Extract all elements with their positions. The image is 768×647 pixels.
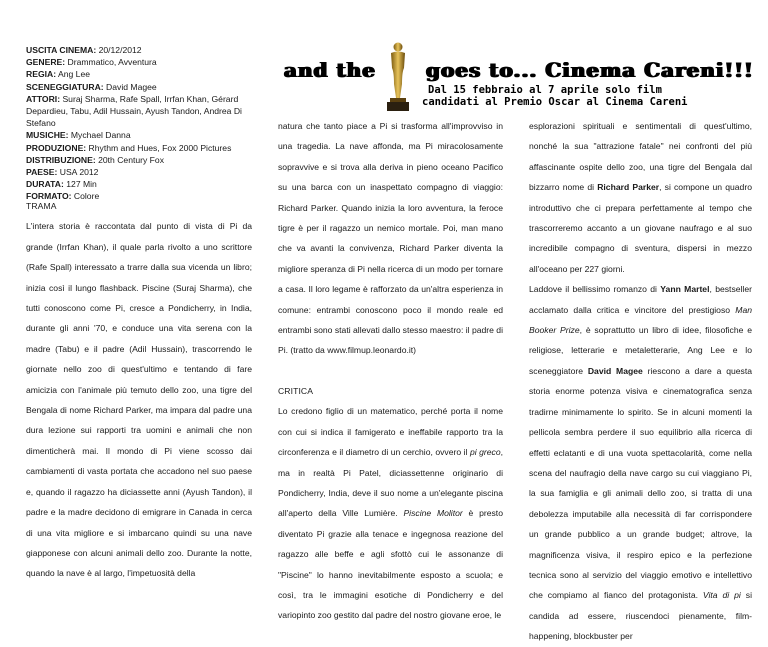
credit-director: REGIA: Ang Lee [26,69,91,80]
credit-format: FORMATO: Colore [26,191,100,202]
oscar-statuette-icon [378,40,418,112]
banner-subtitle-2: candidati al Premio Oscar al Cinema Careni [422,96,688,108]
credit-genre: GENERE: Drammatico, Avventura [26,57,157,68]
trama-column [26,196,252,584]
banner-subtitle-1: Dal 15 febbraio al 7 aprile solo film [428,84,662,96]
credit-release: USCITA CINEMA: 20/12/2012 [26,45,142,55]
credit-actors: ATTORI: Suraj Sharma, Rafe Spall, Irrfan Khan, Gérard Depardieu, Tabu, Adil Hussain, Ayush Tandon, Andrea Di Stefano [26,93,242,129]
film-credits [26,44,256,203]
credit-screenplay: SCENEGGIATURA: David Magee [26,81,157,92]
credit-country: PAESE: USA 2012 [26,167,99,178]
oscar-banner [268,40,768,112]
credit-duration: DURATA: 127 Min [26,179,97,190]
critica-paragraph-2: esplorazioni spirituali e sentimentali di quest'ultimo, nonché la sua "attrazione fatale" nei confronti del più affascinante ospite dello zoo, una tigre del Bengala dal bizzarro nome di Richard Parker, si compone un quadro introduttivo che ci prepara perfettamente al tempo che trascorreremo accanto a un giovane naufrago e al suo incredibile compagno di sventura, dispersi in mezzo all'oceano per 227 giorni. [529,121,752,274]
trama-text: L'intera storia è raccontata dal punto di vista di Pi da grande (Irrfan Khan), il quale parla rivolto a uno scrittore (Rafe Spall) interessato a trarre dalla sua vicenda un libro; inizia così il lungo flashback. Piscine (Suraj Sharma), che tutti conoscono come Pi, cresce a Pondicherry, in India, durante gli anni '70, e conduce una vita serena con la madre (Tabu) e il padre (Adil Hussain), trascorrendo le giornate nello zoo di quest'ultimo e tentando di fare amicizia con l'animale più temuto dello zoo, una tigre del Bengala di nome Richard Parker, ma impara dal padre una dura lezione sui rapporti tra uomini e animali che non dimenticherà mai. Il mondo di Pi viene scosso dai cambiamenti di vasta portata che accadono nel suo paese e, quando il ragazzo ha diciassette anni (Ayush Tandon), il padre e la madre decidono di emigrare in Canada in cerca di una vita migliore e si imbarcano quindi su una nave giapponese con alcuni animali dello zoo. Durante la notte, quando la nave è al largo, l'impetuosità della [26,221,252,579]
critica-paragraph-1: Lo credono figlio di un matematico, perché porta il nome con cui si indica il famigerato e ineffabile rapporto tra la circonferenza e il diametro di un cerchio, ovvero il pi greco, ma in realtà Pi Patel, diciassettenne originario di Pondicherry, India, deve il suo nome a un'elegante piscina all'aperto della Ville Lumière. Piscine Molitor è presto diventato Pi grazie alla tenace e ingegnosa reazione del ragazzo alle beffe e agli sfottò cui le assonanze di "Piscine" lo hanno inevitabilmente esposto a scuola; e così, tra le immagini esotiche di Pondicherry e del variopinto zoo gestito dal padre del nostro giovane eroe, le [278,406,503,621]
trama-heading: TRAMA [26,201,57,211]
trama-continuation: natura che tanto piace a Pi si trasforma all'improvviso in una tragedia. La nave affonda, ma Pi miracolosamente sopravvive e si trova alla deriva in pieno oceano Pacifico su una barca con un inaspettato compagno di viaggio: Richard Parker. Quando inizia la loro avventura, la feroce tigre è per il ragazzo un nemico mortale. Poi, man mano che va avanti la convivenza, Richard Parker diventa la migliore speranza di Pi nella ricerca di un modo per tornare a casa. Il loro legame è rafforzato da un'altra esperienza in comune: entrambi conoscono poco il mondo reale ed entrambi sono stati allevati dallo stesso maestro: il padre di Pi. (tratto da www.filmup.leonardo.it) [278,121,503,356]
critica-heading: CRITICA [278,385,314,396]
credit-music: MUSICHE: Mychael Danna [26,130,131,141]
banner-left-text: and the [284,58,376,82]
middle-column [278,116,503,626]
credit-distribution: DISTRIBUZIONE: 20th Century Fox [26,154,165,165]
right-column [529,116,752,647]
credit-production: PRODUZIONE: Rhythm and Hues, Fox 2000 Pictures [26,142,232,153]
banner-right-text: goes to... Cinema Careni!!! [426,58,754,82]
critica-paragraph-3: Laddove il bellissimo romanzo di Yann Martel, bestseller acclamato dalla critica e vincitore del prestigioso Man Booker Prize, è soprattutto un libro di idee, filosofiche e religiose, letterarie e metaletterarie, Ang Lee e lo sceneggiatore David Magee riescono a dare a questa storia enorme potenza visiva e cinematografica senza tradirne minimamente lo spirito. Se in alcuni momenti la pellicola sembra perdere il suo equilibrio alla ricerca di effetti eclatanti e di una vuota spettacolarità, come nella scena del naufragio della nave cargo su cui viaggiano Pi, la sua famiglia e gli animali dello zoo, si tratta di una debolezza imputabile alla necessità di far corrispondere un grande pubblico a un grande budget; altrove, la magnificenza visiva, il respiro epico e la perfezione tecnica sono al servizio del viaggio emotivo e intellettivo che compiamo al fianco del protagonista. Vita di pi si candida ad essere, riuscendoci pienamente, film-happening, blockbuster per [529,284,752,642]
